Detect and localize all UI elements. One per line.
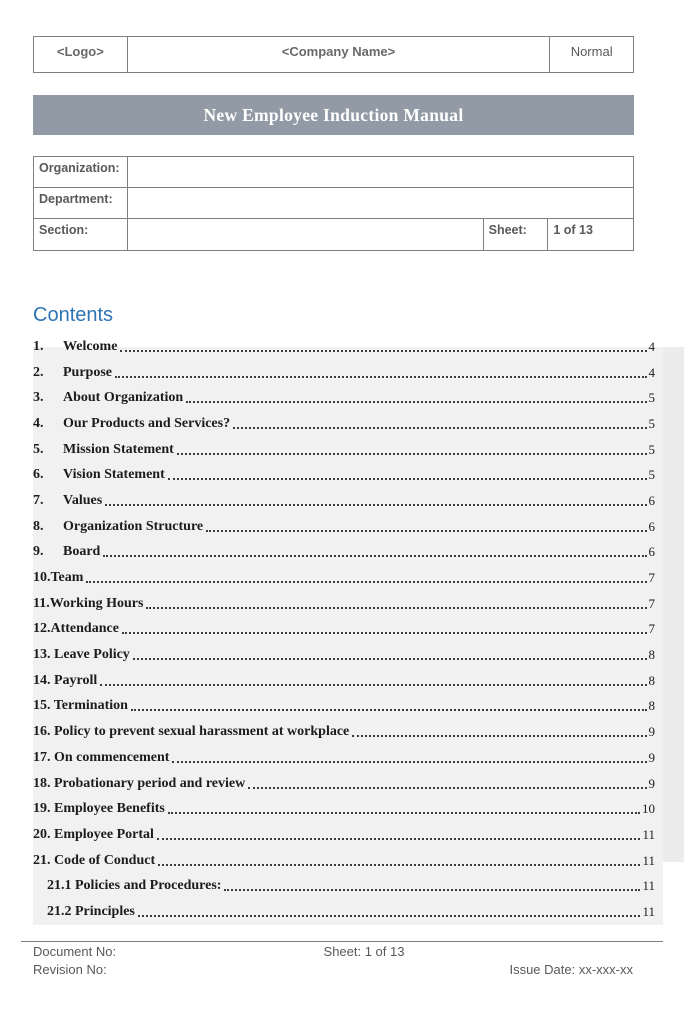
toc-entry[interactable] [33,796,663,822]
department-label: Department: [34,188,128,218]
toc-dot-leader [122,632,647,634]
toc-page-number: 11 [642,826,655,842]
toc-entry-label: Vision Statement [63,467,165,483]
toc-dot-leader [177,453,647,455]
section-value-field[interactable] [128,219,484,250]
toc-dot-leader [131,709,647,711]
toc-dot-leader [168,478,647,480]
toc-dot-leader [168,812,640,814]
toc-entry-number: 5. [33,441,44,457]
toc-page-number: 8 [648,672,655,688]
footer-revision-no: Revision No: [33,962,107,977]
toc-page-number: 11 [642,903,655,919]
toc-dot-leader [146,607,646,609]
document-status-cell[interactable]: Normal [570,44,613,59]
toc-entry-label: Our Products and Services? [63,415,231,431]
toc-entry-label: 10.Team [33,570,84,586]
footer-row-1 [21,944,663,960]
toc-page-number: 6 [648,492,655,508]
toc-entry[interactable] [33,771,663,797]
toc-entry-number: 4. [33,415,44,431]
toc-entry[interactable] [33,719,663,745]
toc-entry[interactable] [33,899,663,925]
toc-dot-leader [233,427,646,429]
toc-entry-number: 6. [33,467,44,483]
toc-entry[interactable] [33,540,663,566]
title-banner [33,95,634,135]
footer-row-2 [21,962,663,978]
toc-shading-strip [663,347,684,862]
section-label: Section: [34,219,128,250]
toc-entry[interactable] [33,591,663,617]
toc-entry[interactable] [33,873,663,899]
toc-page-number: 6 [648,518,655,534]
header-table [33,36,634,73]
toc-dot-leader [352,735,646,737]
organization-value-field[interactable] [128,157,633,187]
toc-page-number: 7 [648,595,655,611]
toc-dot-leader [138,915,641,917]
toc-entry-label: 14. Payroll [33,672,98,688]
toc-page-number: 11 [642,852,655,868]
toc-entry-label: 12.Attendance [33,621,119,637]
toc-dot-leader [158,864,640,866]
toc-entry-label: 21. Code of Conduct [33,852,156,868]
toc-dot-leader [100,684,646,686]
toc-entry[interactable] [33,334,663,360]
toc-entry-label: About Organization [63,390,184,406]
toc-dot-leader [103,555,646,557]
toc-entry-label: 21.1 Policies and Procedures: [47,878,222,894]
toc-entry-number: 9. [33,544,44,560]
toc-dot-leader [105,504,646,506]
toc-entry-label: Board [63,544,101,560]
toc-dot-leader [157,838,641,840]
toc-dot-leader [248,787,646,789]
department-row [34,188,633,219]
toc-entry[interactable] [33,617,663,643]
toc-page-number: 5 [648,467,655,483]
toc-entry[interactable] [33,437,663,463]
toc-page-number: 11 [642,878,655,894]
toc-entry[interactable] [33,822,663,848]
toc-page-number: 8 [648,647,655,663]
document-title: New Employee Induction Manual [203,104,464,125]
toc-dot-leader [120,350,646,352]
toc-dot-leader [186,401,646,403]
toc-page-number: 9 [648,749,655,765]
organization-label: Organization: [34,157,128,187]
toc-entry-label: 13. Leave Policy [33,647,130,663]
toc-entry-label: Welcome [63,338,118,354]
logo-placeholder-cell[interactable]: <Logo> [34,37,128,72]
footer-divider [21,941,663,942]
toc-dot-leader [86,581,646,583]
toc-page-number: 5 [648,390,655,406]
table-of-contents [33,334,663,925]
footer-issue-date: Issue Date: xx-xxx-xx [509,962,633,977]
toc-entry[interactable] [33,488,663,514]
company-name-cell[interactable]: <Company Name> [128,37,551,72]
toc-entry-label: 20. Employee Portal [33,826,154,842]
toc-entry-label: 11.Working Hours [33,595,144,611]
toc-entry-number: 8. [33,518,44,534]
toc-entry-label: Values [63,492,103,508]
toc-entry-number: 2. [33,364,44,380]
toc-page-number: 8 [648,698,655,714]
toc-entry[interactable] [33,360,663,386]
toc-entry[interactable] [33,514,663,540]
toc-entry[interactable] [33,565,663,591]
toc-entry-label: 17. On commencement [33,749,170,765]
section-row [34,219,633,250]
toc-entry[interactable] [33,462,663,488]
sheet-label: Sheet: [484,219,549,250]
toc-entry-label: 16. Policy to prevent sexual harassment at workplace [33,724,350,740]
toc-entry-label: 19. Employee Benefits [33,801,165,817]
toc-entry-label: Purpose [63,364,112,380]
toc-dot-leader [206,530,646,532]
toc-entry[interactable] [33,694,663,720]
toc-entry-label: 21.2 Principles [47,903,135,919]
toc-page-number: 7 [648,621,655,637]
toc-entry-number: 7. [33,492,44,508]
sheet-value: 1 of 13 [553,223,593,237]
toc-entry-label: Mission Statement [63,441,174,457]
toc-page-number: 9 [648,724,655,740]
toc-entry[interactable] [33,385,663,411]
toc-dot-leader [115,376,647,378]
toc-page-number: 9 [648,775,655,791]
footer-sheet: Sheet: 1 of 13 [323,944,405,959]
toc-entry[interactable] [33,745,663,771]
toc-page-number: 5 [648,415,655,431]
toc-entry-label: 18. Probationary period and review [33,775,246,791]
info-table [33,156,634,251]
toc-entry[interactable] [33,848,663,874]
toc-entry-number: 3. [33,390,44,406]
toc-entry-label: Organization Structure [63,518,204,534]
toc-dot-leader [133,658,647,660]
department-value-field[interactable] [128,188,633,218]
toc-dot-leader [224,889,640,891]
toc-page-number: 7 [648,570,655,586]
footer-document-no: Document No: [33,944,117,959]
toc-entry-label: 15. Termination [33,698,128,714]
toc-page-number: 4 [648,364,655,380]
toc-entry[interactable] [33,668,663,694]
organization-row [34,157,633,188]
contents-heading: Contents [33,304,114,326]
toc-page-number: 10 [642,801,655,817]
toc-page-number: 4 [648,338,655,354]
toc-entry[interactable] [33,642,663,668]
toc-dot-leader [172,761,646,763]
toc-page-number: 5 [648,441,655,457]
toc-entry-number: 1. [33,338,44,354]
toc-entry[interactable] [33,411,663,437]
toc-page-number: 6 [648,544,655,560]
